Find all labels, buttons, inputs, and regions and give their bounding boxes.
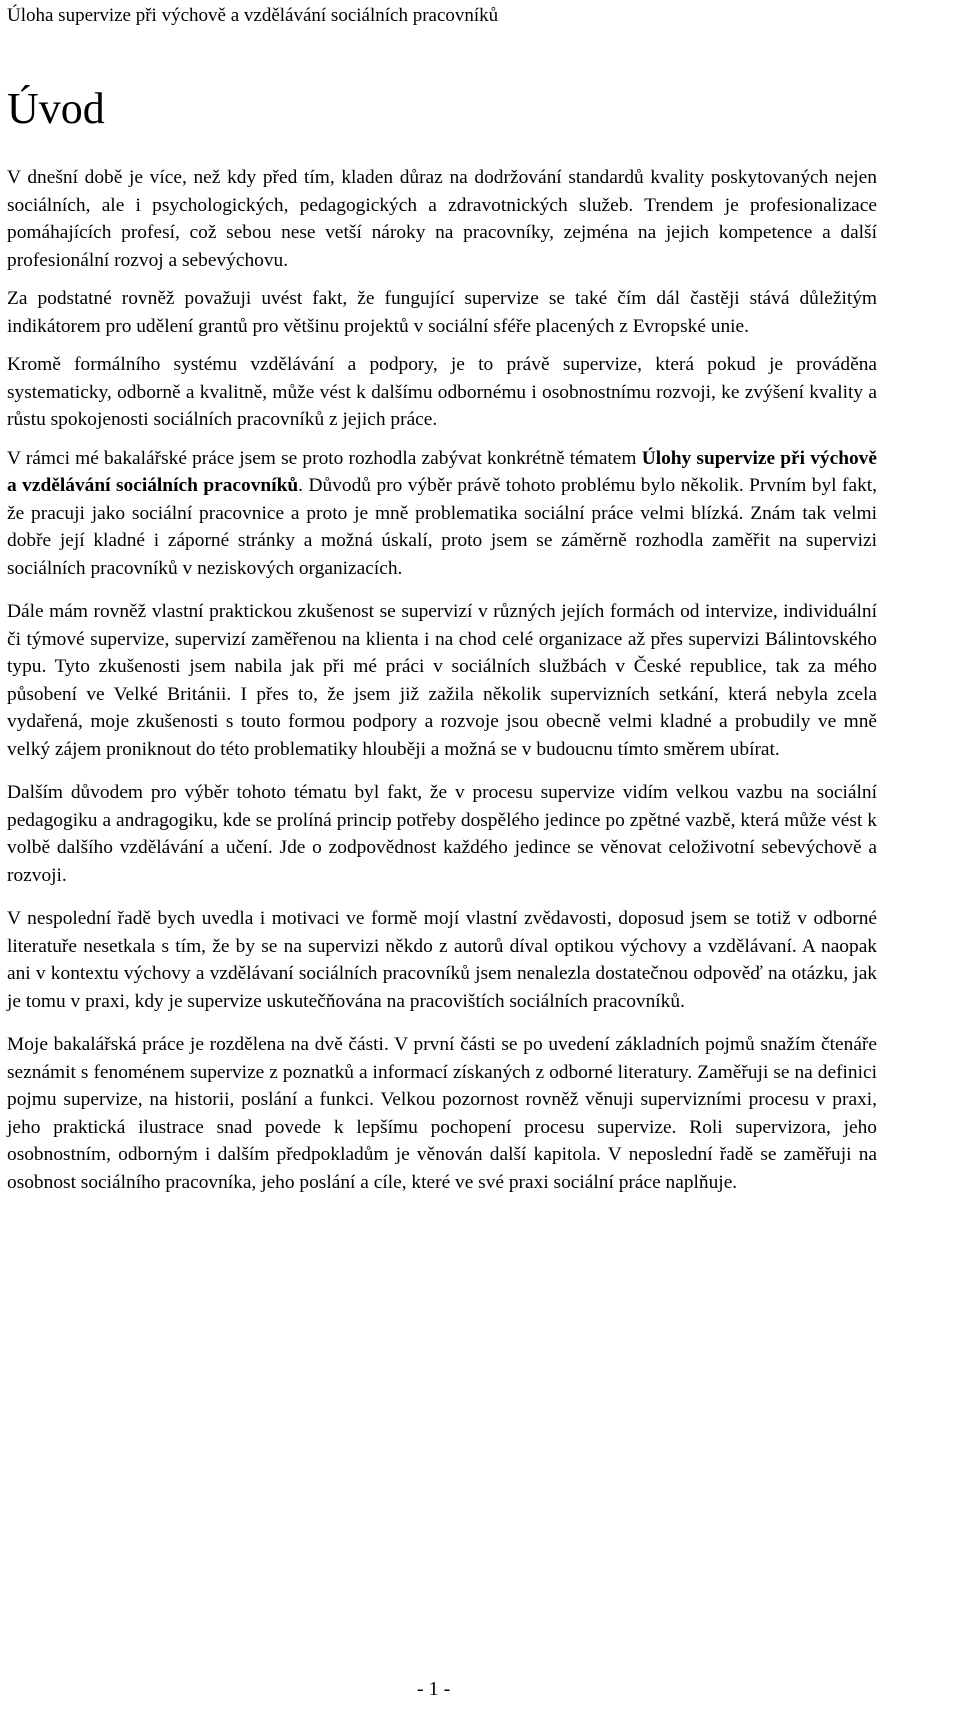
body-text [7,164,877,1207]
topic-intro: V rámci mé bakalářské práce jsem se proto rozhodla zabývat konkrétně tématem [7,447,642,469]
running-header: Úloha supervize při výchově a vzdělávání sociálních pracovníků [7,5,499,26]
paragraph-5: Dále mám rovněž vlastní praktickou zkušenost se supervizí v různých jejích formách od intervize, individuální či týmové supervize, supervizí zaměřenou na klienta i na chod celé organizace až přes supervizi Bálintovského typu. Tyto zkušenosti jsem nabila jak při mé práci v sociálních službách v České republice, tak za mého působení ve Velké Británii. I přes to, že jsem již zažila několik supervizních setkání, která nebyla zcela vydařená, moje zkušenosti s touto formou podpory a rozvoje jsou obecně velmi kladné a probudily ve mně velký zájem proniknout do této problematiky hlouběji a možná se v budoucnu tímto směrem ubírat. [7,601,877,760]
page-number: - 1 - [417,1678,451,1700]
paragraph-4-topic [7,445,877,583]
topic-title-bold: Úlohy supervize při výchově a vzdělávání sociálních pracovníků [7,447,877,496]
paragraph-6: Dalším důvodem pro výběr tohoto tématu byl fakt, že v procesu supervize vidím velkou vazbu na sociální pedagogiku a andragogiku, kde se prolíná princip potřeby dospělého jedince po zpětné vazbě, která může vést k volbě dalšího vzdělávání a učení. Jde o zodpovědnost každého jedince se věnovat celoživotní sebevýchově a rozvoji. [7,782,877,886]
paragraph-1: V dnešní době je více, než kdy před tím, kladen důraz na dodržování standardů kvality poskytovaných nejen sociálních, ale i psychologických, pedagogických a zdravotnických služeb. Trendem je profesionalizace pomáhajících profesí, což sebou nese vetší nároky na pracovníky, zejména na jejich kompetence a další profesionální rozvoj a sebevýchovu. [7,167,877,271]
paragraph-3: Kromě formálního systému vzdělávání a podpory, je to právě supervize, která pokud je prováděna systematicky, odborně a kvalitně, může vést k dalšímu odbornému i osobnostnímu rozvoji, ke zvýšení kvality a růstu spokojenosti sociálních pracovníků z jejich práce. [7,354,877,430]
topic-continuation: . Důvodů pro výběr právě tohoto problému bylo několik. Prvním byl fakt, že pracuji jako sociální pracovnice a proto je mně problematika sociální práce velmi blízká. Znám tak velmi dobře její kladné i záporné stránky a možná úskalí, proto jsem se záměrně rozhodla zaměřit na supervizi sociálních pracovníků v neziskových organizacích. [7,475,877,579]
document-page [7,0,877,1713]
chapter-title: Úvod [7,84,105,133]
paragraph-7: V nespolední řadě bych uvedla i motivaci ve formě mojí vlastní zvědavosti, doposud jsem se totiž v odborné literatuře nesetkala s tím, že by se na supervizi někdo z autorů díval optikou výchovy a vzdělávaní. A naopak ani v kontextu výchovy a vzdělávaní sociálních pracovníků jsem nenalezla dostatečnou odpověď na otázku, jak je tomu v praxi, kdy je supervize uskutečňována na pracovištích sociálních pracovníků. [7,908,877,1012]
paragraph-8: Moje bakalářská práce je rozdělena na dvě části. V první části se po uvedení základních pojmů snažím čtenáře seznámit s fenoménem supervize z poznatků a informací získaných z odborné literatury. Zaměřuji se na definici pojmu supervize, na historii, poslání a funkci. Velkou pozornost rovněž věnuji supervizními procesu v praxi, jeho praktická ilustrace snad povede k lepšímu pochopení procesu supervize. Roli supervizora, jeho osobnostním, odborným i dalším předpokladům je věnován další kapitola. V neposlední řadě se zaměřuji na osobnost sociálního pracovníka, jeho poslání a cíle, které ve své praxi sociální práce naplňuje. [7,1034,877,1193]
paragraph-2: Za podstatné rovněž považuji uvést fakt, že fungující supervize se také čím dál častěji stává důležitým indikátorem pro udělení grantů pro většinu projektů v sociální sféře placených z Evropské unie. [7,288,877,337]
